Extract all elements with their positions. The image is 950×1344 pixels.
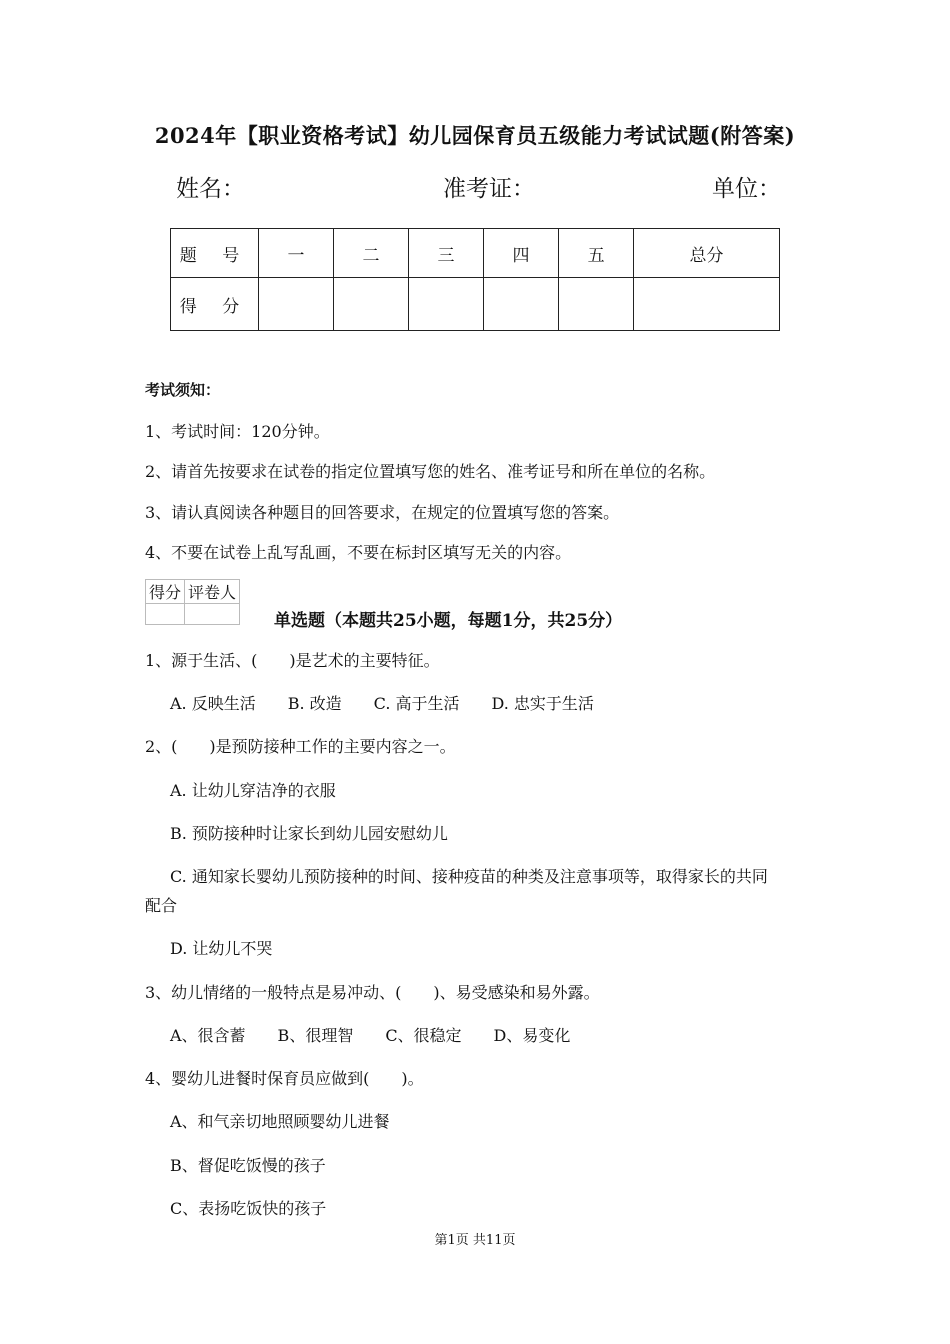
name-field-label: 姓名： xyxy=(176,176,245,202)
page-title: 2024年【职业资格考试】幼儿园保育员五级能力考试试题(附答案) xyxy=(154,123,796,148)
score-cell-3[interactable] xyxy=(409,278,484,331)
option-b: B、督促吃饭慢的孩子 xyxy=(170,1156,326,1175)
question-stem: 1、源于生活、( )是艺术的主要特征。 xyxy=(145,651,440,670)
column-1: 一 xyxy=(259,229,334,278)
notice-item: 3、请认真阅读各种题目的回答要求，在规定的位置填写您的答案。 xyxy=(145,503,620,522)
score-cell-total[interactable] xyxy=(634,278,780,331)
notice-item: 2、请首先按要求在试卷的指定位置填写您的姓名、准考证号和所在单位的名称。 xyxy=(145,462,716,481)
grader-score-cell[interactable] xyxy=(146,604,185,625)
column-3: 三 xyxy=(409,229,484,278)
option-b: B. 预防接种时让家长到幼儿园安慰幼儿 xyxy=(170,824,448,843)
score-header: 得 分 xyxy=(171,278,259,331)
question-options: A、很含蓄 B、很理智 C、很稳定 D、易变化 xyxy=(170,1026,571,1045)
column-4: 四 xyxy=(484,229,559,278)
score-cell-2[interactable] xyxy=(334,278,409,331)
grader-reviewer-label: 评卷人 xyxy=(185,580,240,604)
question-options: A. 反映生活 B. 改造 C. 高于生活 D. 忠实于生活 xyxy=(170,694,594,713)
column-2: 二 xyxy=(334,229,409,278)
option-c: C. 通知家长婴幼儿预防接种的时间、接种疫苗的种类及注意事项等，取得家长的共同 xyxy=(170,867,768,886)
notice-item: 4、不要在试卷上乱写乱画，不要在标封区填写无关的内容。 xyxy=(145,543,572,562)
grader-reviewer-cell[interactable] xyxy=(185,604,240,625)
score-cell-1[interactable] xyxy=(259,278,334,331)
exam-number-field-label: 准考证： xyxy=(443,176,535,202)
question-stem: 4、婴幼儿进餐时保育员应做到( )。 xyxy=(145,1069,424,1088)
score-table-score-row xyxy=(171,278,780,331)
grader-score-label: 得分 xyxy=(146,580,185,604)
score-cell-5[interactable] xyxy=(559,278,634,331)
question-stem: 3、幼儿情绪的一般特点是易冲动、( )、易受感染和易外露。 xyxy=(145,983,600,1002)
column-5: 五 xyxy=(559,229,634,278)
option-a: A、和气亲切地照顾婴幼儿进餐 xyxy=(170,1112,390,1131)
question-stem: 2、( )是预防接种工作的主要内容之一。 xyxy=(145,737,456,756)
grader-box xyxy=(145,579,240,625)
option-a: A. 让幼儿穿洁净的衣服 xyxy=(170,781,336,800)
option-c: C、表扬吃饭快的孩子 xyxy=(170,1199,327,1218)
option-d: D. 让幼儿不哭 xyxy=(170,939,273,958)
page-footer: 第1页 共11页 xyxy=(434,1233,516,1248)
score-table-header-row xyxy=(171,229,780,278)
column-total: 总分 xyxy=(634,229,780,278)
section-title: 单选题（本题共25小题，每题1分，共25分） xyxy=(274,611,623,631)
score-cell-4[interactable] xyxy=(484,278,559,331)
unit-field-label: 单位： xyxy=(712,176,781,202)
question-number-header: 题 号 xyxy=(171,229,259,278)
notice-item: 1、考试时间：120分钟。 xyxy=(145,422,330,441)
option-c-continued: 配合 xyxy=(145,896,178,915)
score-table xyxy=(170,228,780,331)
notice-title: 考试须知： xyxy=(145,381,221,399)
